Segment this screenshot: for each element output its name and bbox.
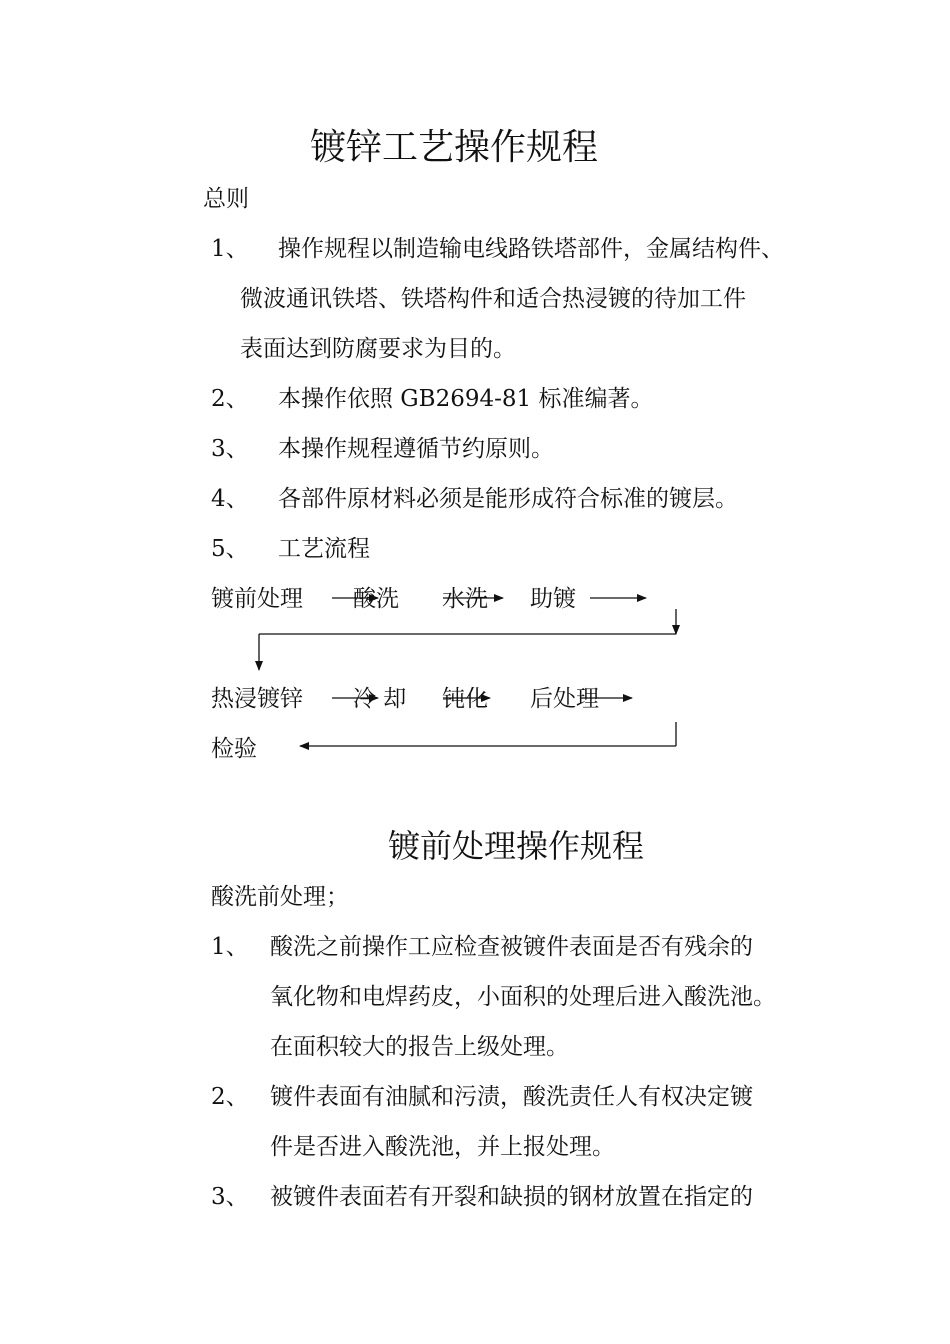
section-heading: 酸洗前处理； bbox=[211, 884, 349, 910]
general-item-line: 微波通讯铁塔、铁塔构件和适合热浸镀的待加工件 bbox=[240, 286, 746, 312]
general-item-number: 3、 bbox=[211, 436, 249, 462]
section-item-line: 在面积较大的报告上级处理。 bbox=[270, 1034, 569, 1060]
flow-step-hot-dip-galvanizing: 热浸镀锌 bbox=[211, 686, 303, 712]
section-item-line: 件是否进入酸洗池，并上报处理。 bbox=[270, 1134, 615, 1160]
general-item-line: 表面达到防腐要求为目的。 bbox=[240, 336, 516, 362]
general-item-number: 5、 bbox=[211, 536, 249, 562]
general-item-line: 本操作依照 GB2694-81 标准编著。 bbox=[278, 386, 654, 412]
page-title: 镀锌工艺操作规程 bbox=[310, 127, 599, 168]
flow-step-passivation: 钝化 bbox=[442, 686, 488, 712]
section-item-line: 被镀件表面若有开裂和缺损的钢材放置在指定的 bbox=[270, 1184, 753, 1210]
general-heading: 总则 bbox=[203, 186, 249, 212]
general-item-number: 4、 bbox=[211, 486, 249, 512]
section-item-number: 3、 bbox=[211, 1184, 249, 1210]
section-item-number: 2、 bbox=[211, 1084, 249, 1110]
section-title: 镀前处理操作规程 bbox=[388, 827, 645, 865]
section-item-line: 酸洗之前操作工应检查被镀件表面是否有残余的 bbox=[270, 934, 753, 960]
general-item-line: 工艺流程 bbox=[278, 536, 370, 562]
section-item-line: 镀件表面有油腻和污渍，酸洗责任人有权决定镀 bbox=[270, 1084, 753, 1110]
flow-step-post-treatment: 后处理 bbox=[530, 686, 599, 712]
flow-step-pickling: 酸洗 bbox=[353, 586, 399, 612]
flow-step-cooling: 冷 却 bbox=[353, 686, 407, 712]
general-item-line: 本操作规程遵循节约原则。 bbox=[278, 436, 554, 462]
flow-step-rinsing: 水洗 bbox=[442, 586, 488, 612]
section-item-line: 氧化物和电焊药皮，小面积的处理后进入酸洗池。 bbox=[270, 984, 776, 1010]
general-item-number: 2、 bbox=[211, 386, 249, 412]
general-item-line: 各部件原材料必须是能形成符合标准的镀层。 bbox=[278, 486, 738, 512]
general-item-number: 1、 bbox=[211, 236, 249, 262]
section-item-number: 1、 bbox=[211, 934, 249, 960]
general-item-line: 操作规程以制造输电线路铁塔部件，金属结构件、 bbox=[278, 236, 784, 262]
flow-step-fluxing: 助镀 bbox=[530, 586, 576, 612]
flow-step-inspection: 检验 bbox=[211, 736, 257, 762]
flow-step-pretreatment: 镀前处理 bbox=[211, 586, 303, 612]
